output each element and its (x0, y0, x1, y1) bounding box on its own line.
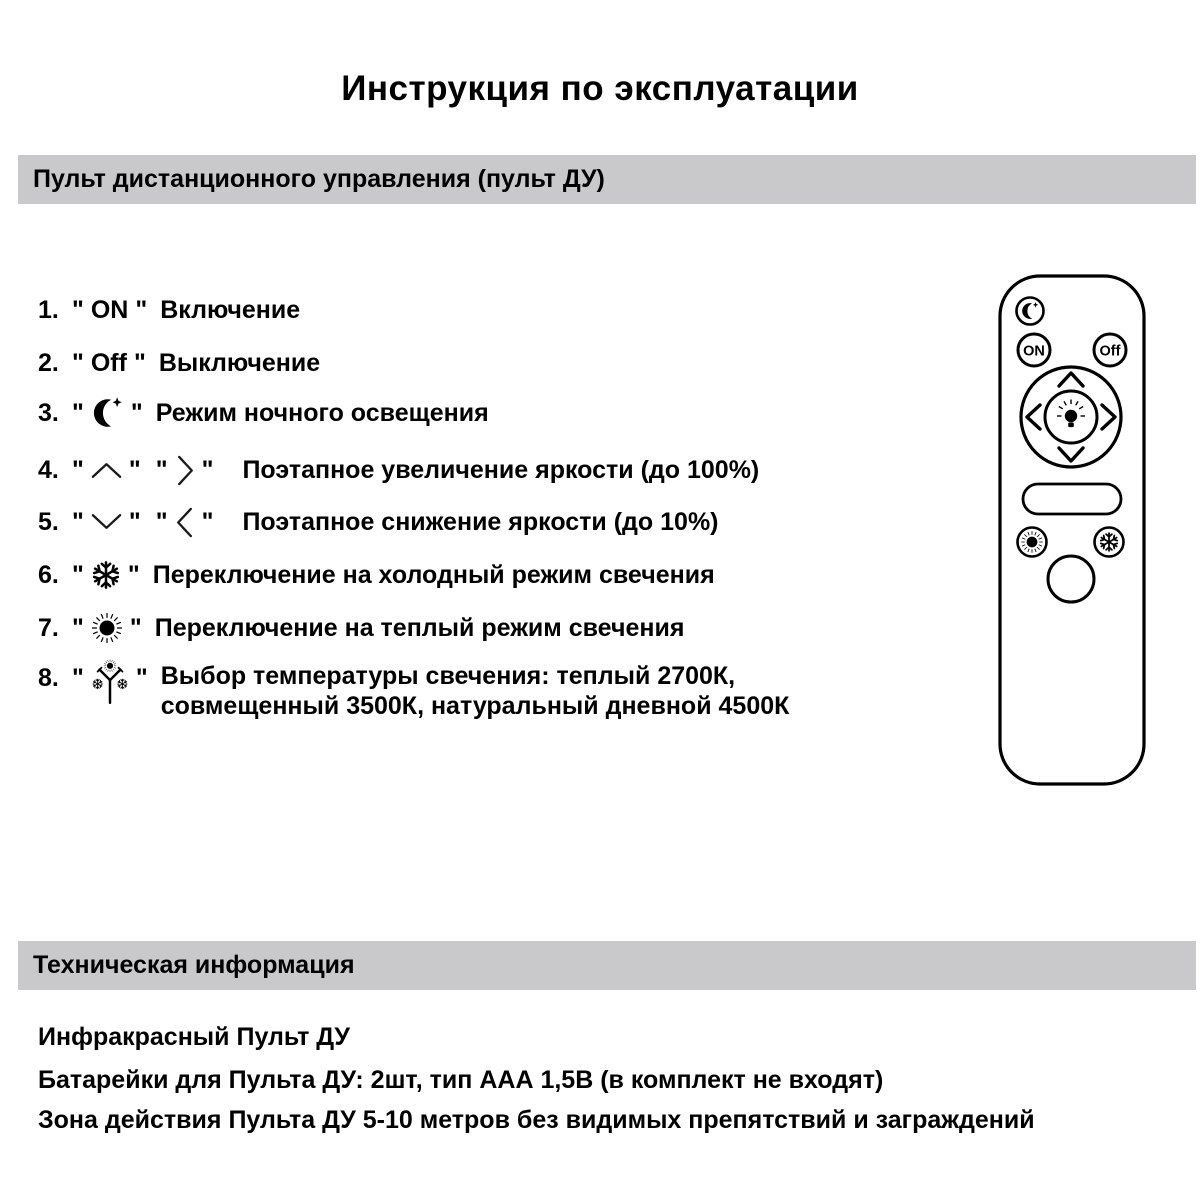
item-label-line2: совмещенный 3500К, натуральный дневной 4500К (160, 692, 790, 720)
item-label: Режим ночного освещения (155, 398, 489, 427)
on-token: ON (90, 295, 129, 324)
remote-body (1000, 276, 1144, 784)
item-number: 8. (38, 664, 59, 692)
quote-mark: " (72, 348, 84, 377)
color-temperature-icon (91, 659, 129, 705)
section-header-tech (18, 941, 1196, 990)
quote-mark: " (72, 664, 84, 692)
quote-mark: " (128, 507, 141, 536)
tech-line-range: Зона действия Пульта ДУ 5-10 метров без видимых препятствий и заграждений (38, 1106, 1035, 1134)
item-label: Поэтапное увеличение яркости (до 100%) (242, 455, 760, 484)
quote-mark: " (127, 560, 140, 589)
section-header-remote-label: Пульт дистанционного управления (пульт ДУ) (33, 165, 605, 193)
list-item-on (38, 293, 300, 327)
quote-mark: " (155, 455, 168, 484)
list-item-cold-mode (38, 558, 715, 592)
quote-mark: " (128, 455, 141, 484)
quote-mark: " (72, 455, 84, 484)
list-item-brightness-up (38, 453, 759, 487)
page-title: Инструкция по эксплуатации (341, 69, 859, 108)
warm-button (1018, 528, 1047, 557)
section-header-remote (18, 155, 1196, 204)
item-number: 1. (38, 295, 59, 324)
quote-mark: " (201, 455, 214, 484)
quote-mark: " (72, 560, 84, 589)
quote-mark: " (135, 295, 148, 324)
item-number: 5. (38, 507, 59, 536)
item-number: 2. (38, 348, 59, 377)
quote-mark: " (72, 507, 84, 536)
crescent-moon-star-icon (91, 396, 124, 430)
item-number: 7. (38, 613, 59, 642)
list-item-brightness-down (38, 505, 719, 539)
tech-line-batteries: Батарейки для Пульта ДУ: 2шт, тип ААА 1,5В (в комплект не входят) (38, 1066, 884, 1094)
quote-mark: " (72, 295, 84, 324)
list-item-night-mode (38, 396, 489, 430)
item-label: Переключение на теплый режим свечения (154, 613, 685, 642)
quote-mark: " (72, 613, 84, 642)
chevron-up-icon (91, 460, 122, 480)
quote-mark: " (201, 507, 214, 536)
item-number: 3. (38, 398, 59, 427)
quote-mark: " (135, 664, 148, 692)
quote-mark: " (155, 507, 168, 536)
section-header-tech-label: Техническая информация (33, 951, 355, 979)
chevron-down-icon (91, 512, 122, 532)
list-item-warm-mode (38, 611, 684, 645)
item-label: Поэтапное снижение яркости (до 10%) (242, 507, 719, 536)
remote-control-diagram (990, 266, 1154, 796)
item-label: Переключение на холодный режим свечения (152, 560, 715, 589)
quote-mark: " (129, 613, 142, 642)
item-label: Включение (160, 295, 301, 324)
chevron-left-icon (175, 507, 195, 538)
quote-mark: " (72, 398, 84, 427)
sun-icon (1021, 531, 1043, 553)
off-token: Off (90, 348, 127, 377)
on-button-label: ON (1023, 343, 1045, 360)
chevron-right-icon (175, 455, 195, 486)
quote-mark: " (133, 348, 146, 377)
tech-line-remote-type: Инфракрасный Пульт ДУ (38, 1023, 350, 1051)
quote-mark: " (130, 398, 143, 427)
snowflake-icon (91, 560, 121, 590)
item-label: Выключение (158, 348, 321, 377)
off-button-label: Off (1099, 343, 1121, 360)
item-number: 6. (38, 560, 59, 589)
sun-icon (91, 612, 123, 644)
list-item-color-temperature (38, 661, 789, 721)
item-label-line1: Выбор температуры свечения: теплый 2700К, (160, 662, 736, 690)
item-number: 4. (38, 455, 59, 484)
list-item-off (38, 346, 320, 380)
